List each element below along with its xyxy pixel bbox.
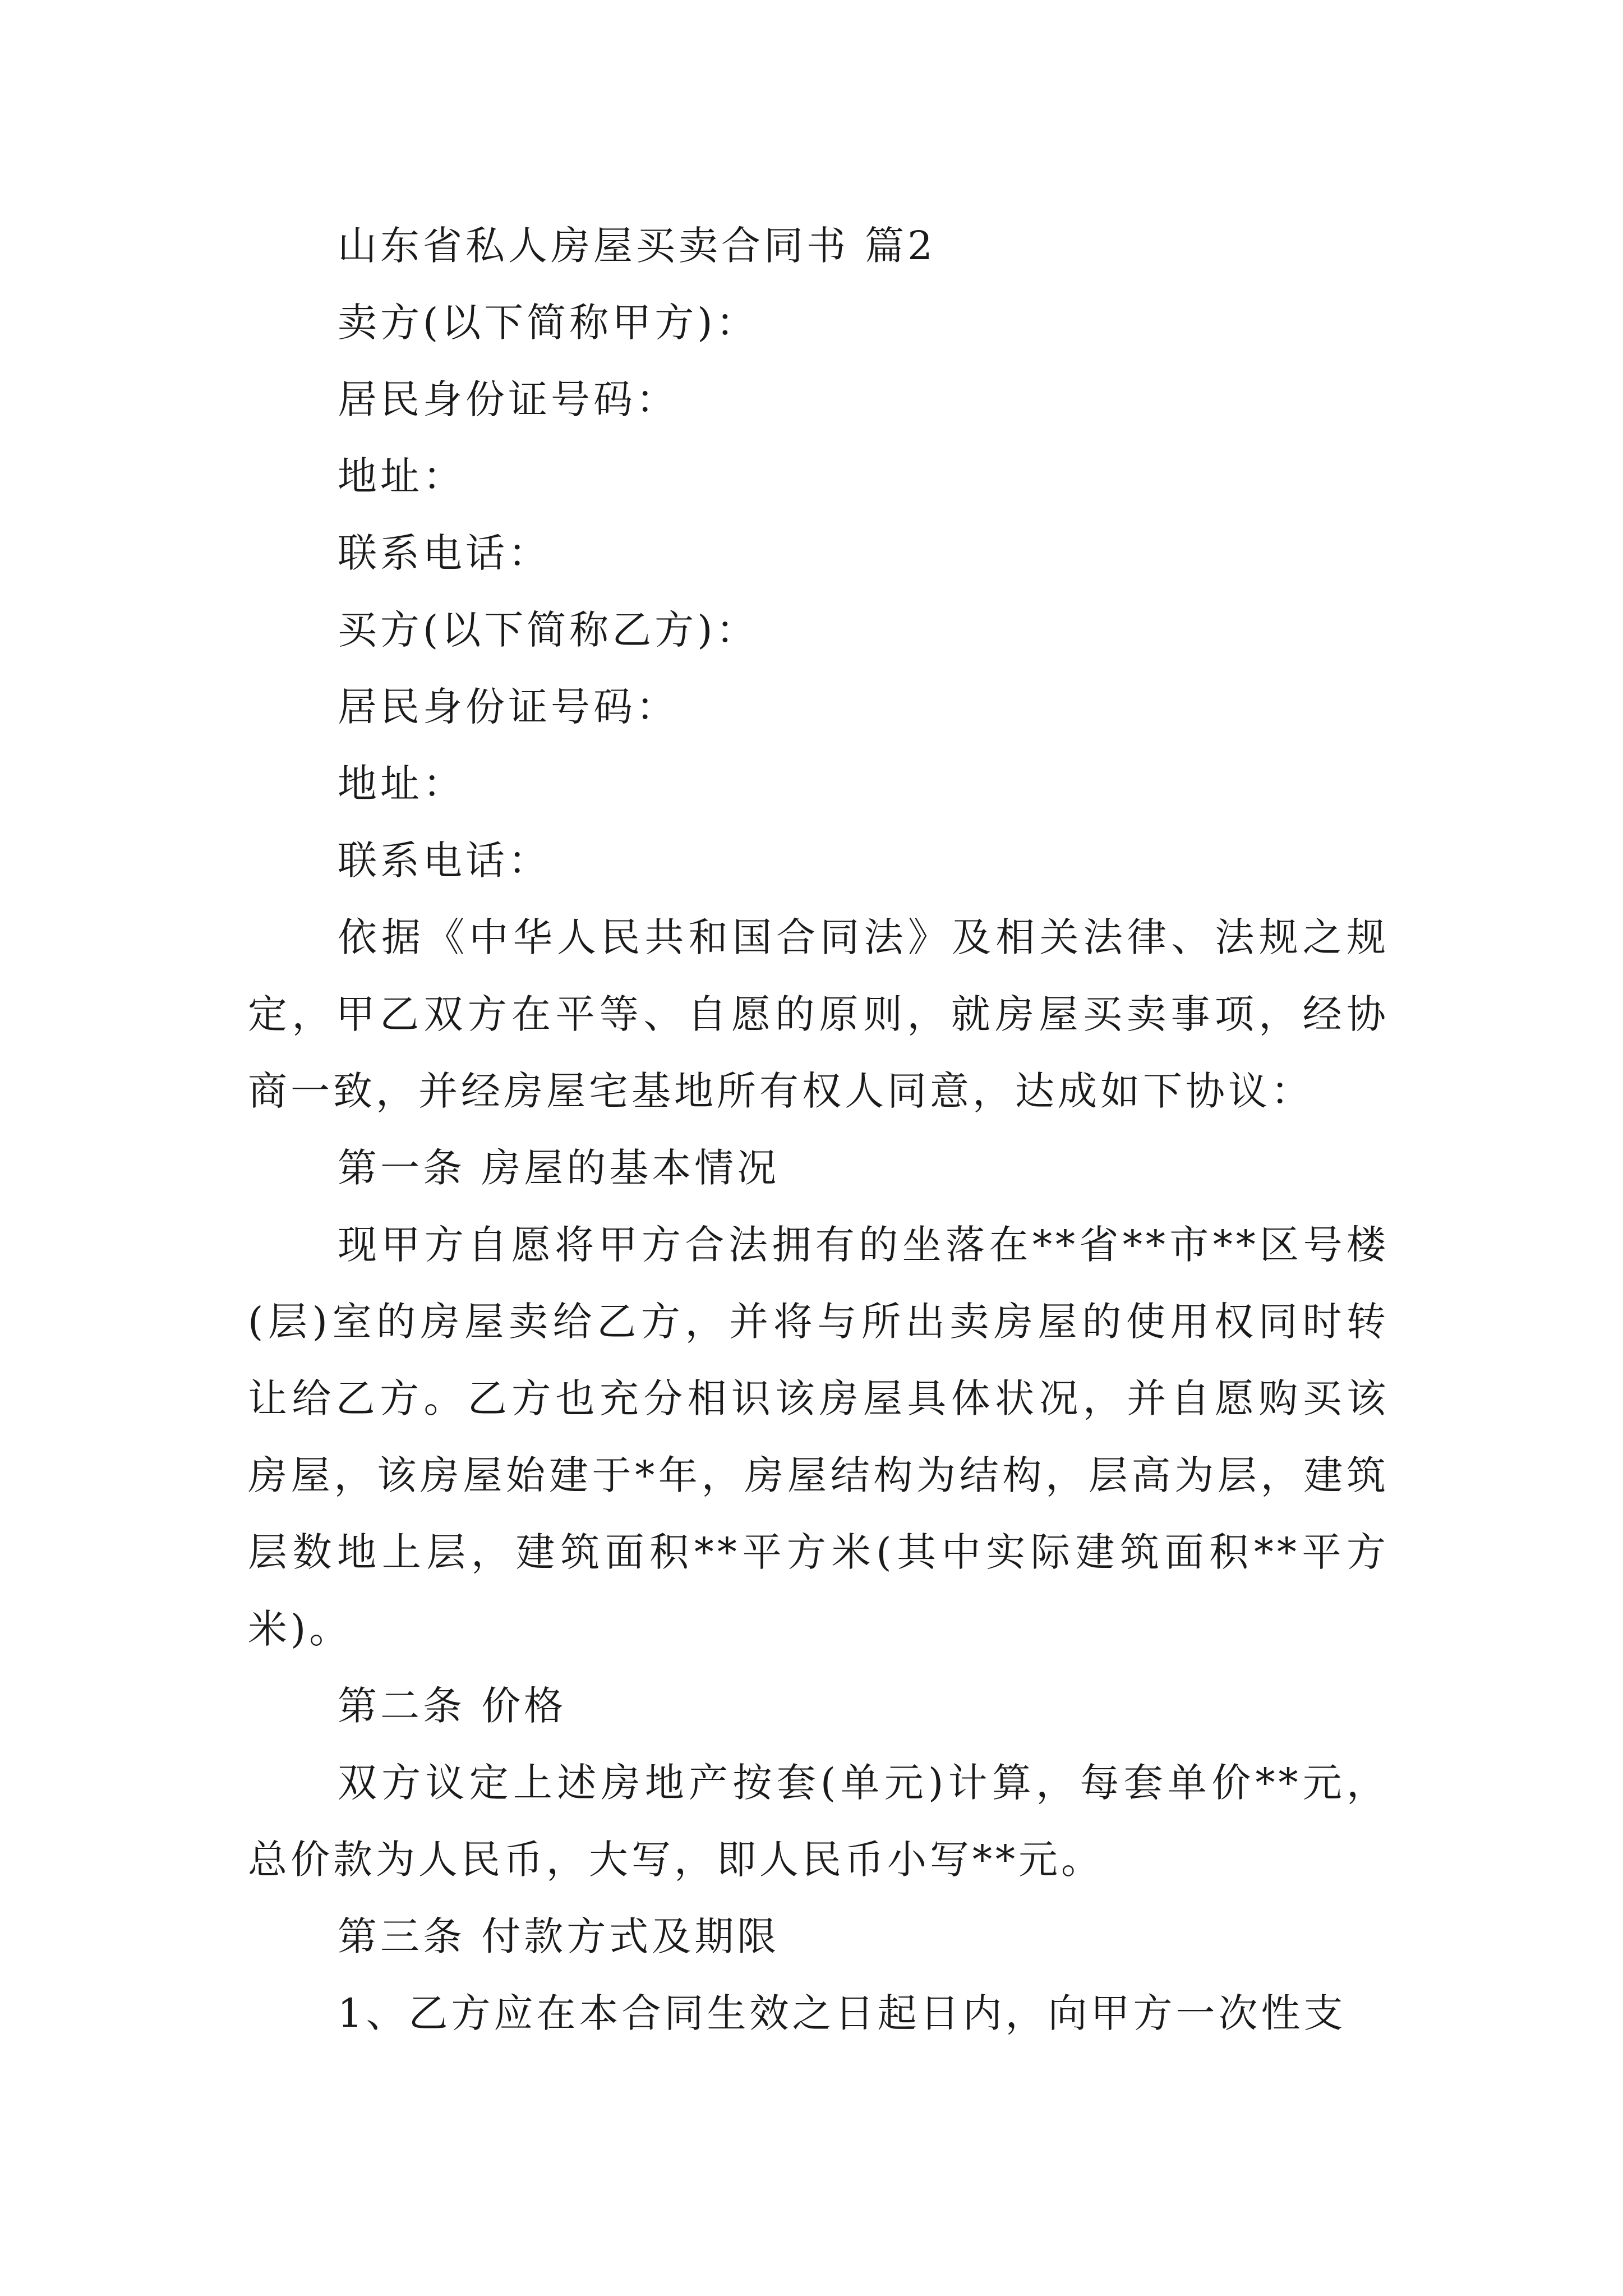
document-body <box>248 208 1389 2052</box>
document-title: 山东省私人房屋买卖合同书 篇2 <box>338 223 936 269</box>
seller-phone-label: 联系电话： <box>338 530 551 576</box>
seller-id-label: 居民身份证号码： <box>338 376 679 422</box>
article3-heading: 第三条 付款方式及期限 <box>338 1913 780 1959</box>
buyer-label: 买方(以下简称乙方)： <box>338 607 759 653</box>
article2-heading: 第二条 价格 <box>338 1683 567 1729</box>
article1-paragraph: 现甲方自愿将甲方合法拥有的坐落在**省**市**区号楼(层)室的房屋卖给乙方，并将与所出卖房屋的使用权同时转让给乙方。乙方也充分相识该房屋具体状况，并自愿购买该房屋，该房屋始建于*年，房屋结构为结构，层高为层，建筑层数地上层，建筑面积**平方米(其中实际建筑面积**平方米)。 <box>248 1222 1389 1652</box>
buyer-phone-label: 联系电话： <box>338 838 551 884</box>
buyer-id-label: 居民身份证号码： <box>338 684 679 730</box>
seller-label: 卖方(以下简称甲方)： <box>338 300 759 346</box>
buyer-address-label: 地址： <box>338 761 465 807</box>
article1-heading: 第一条 房屋的基本情况 <box>338 1145 780 1191</box>
preamble-paragraph: 依据《中华人民共和国合同法》及相关法律、法规之规定，甲乙双方在平等、自愿的原则，就房屋买卖事项，经协商一致，并经房屋宅基地所有权人同意，达成如下协议： <box>248 914 1389 1114</box>
article2-paragraph: 双方议定上述房地产按套(单元)计算，每套单价**元，总价款为人民币，大写，即人民币小写**元。 <box>248 1760 1389 1883</box>
article3-item1: 1、乙方应在本合同生效之日起日内，向甲方一次性支 <box>338 1990 1347 2036</box>
seller-address-label: 地址： <box>338 453 465 499</box>
